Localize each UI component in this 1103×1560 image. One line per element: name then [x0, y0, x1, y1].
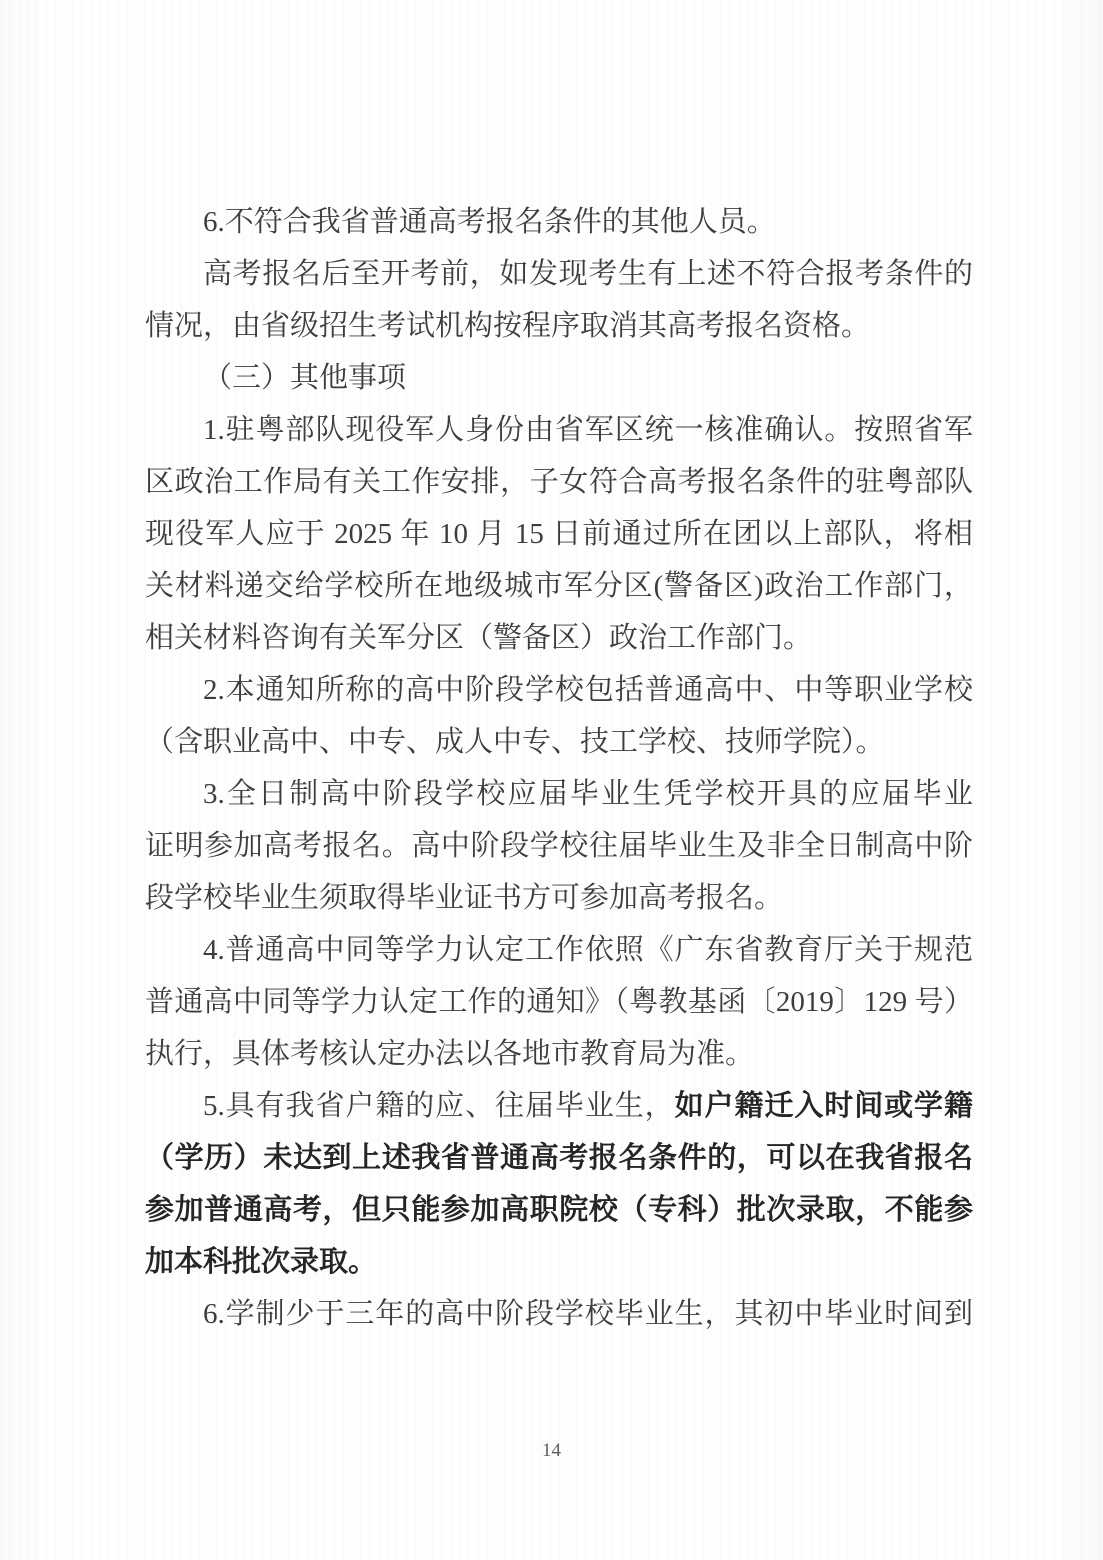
- line-text: （学历）未达到上述我省普通高考报名条件的，可以在我省报名: [145, 1142, 973, 1174]
- paragraph-line: [145, 664, 973, 716]
- paragraph-line: [145, 716, 973, 768]
- line-text: 6.学制少于三年的高中阶段学校毕业生，其初中毕业时间到: [203, 1298, 973, 1330]
- paragraph-line: [145, 456, 973, 508]
- paragraph-line: [145, 248, 973, 300]
- paragraph-line: [145, 612, 973, 664]
- paragraph-line: [145, 196, 973, 248]
- paragraph-line: [145, 976, 973, 1028]
- paragraph-line: [145, 1132, 973, 1184]
- paragraph-line: [145, 300, 973, 352]
- line-text: 证明参加高考报名。高中阶段学校往届毕业生及非全日制高中阶: [145, 830, 973, 862]
- line-text: 现役军人应于 2025 年 10 月 15 日前通过所在团以上部队，将相: [145, 518, 973, 550]
- line-text: 5.具有我省户籍的应、往届毕业生，: [203, 1090, 675, 1122]
- line-text: （含职业高中、中专、成人中专、技工学校、技师学院）。: [145, 726, 885, 758]
- paragraph-line: [145, 508, 973, 560]
- line-text: 6.不符合我省普通高考报名条件的其他人员。: [203, 206, 776, 238]
- line-text: 相关材料咨询有关军分区（警备区）政治工作部门。: [145, 622, 813, 654]
- line-text: 关材料递交给学校所在地级城市军分区(警备区)政治工作部门，: [145, 570, 973, 602]
- line-text: 加本科批次录取。: [145, 1246, 378, 1278]
- line-text: 参加普通高考，但只能参加高职院校（专科）批次录取，不能参: [145, 1194, 973, 1226]
- line-text: 情况，由省级招生考试机构按程序取消其高考报名资格。: [145, 310, 871, 342]
- paragraph-line: [145, 872, 973, 924]
- paragraph-line: [145, 1288, 973, 1340]
- paragraph-line: [145, 820, 973, 872]
- paragraph-line: [145, 1080, 973, 1132]
- paragraph-line: [145, 404, 973, 456]
- paragraph-line: [145, 1236, 973, 1288]
- paragraph-line: [145, 560, 973, 612]
- line-text: 4.普通高中同等学力认定工作依照《广东省教育厅关于规范: [203, 934, 973, 966]
- line-text-bold: 如户籍迁入时间或学籍: [674, 1090, 973, 1122]
- paragraph-line: [145, 1028, 973, 1080]
- document-body: [145, 196, 973, 1340]
- page-number: 14: [542, 1440, 561, 1461]
- paragraph-line: [145, 1184, 973, 1236]
- line-text: 段学校毕业生须取得毕业证书方可参加高考报名。: [145, 882, 784, 914]
- section-heading: [145, 352, 973, 404]
- line-text: 高考报名后至开考前，如发现考生有上述不符合报考条件的: [203, 258, 973, 290]
- line-text: 3.全日制高中阶段学校应届毕业生凭学校开具的应届毕业: [203, 778, 973, 810]
- line-text: （三）其他事项: [203, 362, 407, 394]
- line-text: 2.本通知所称的高中阶段学校包括普通高中、中等职业学校: [203, 674, 973, 706]
- paragraph-line: [145, 768, 973, 820]
- line-text: 执行，具体考核认定办法以各地市教育局为准。: [145, 1038, 755, 1070]
- paragraph-line: [145, 924, 973, 976]
- line-text: 普通高中同等学力认定工作的通知》（粤教基函〔2019〕129 号）: [145, 986, 973, 1018]
- line-text: 区政治工作局有关工作安排，子女符合高考报名条件的驻粤部队: [145, 466, 973, 498]
- line-text: 1.驻粤部队现役军人身份由省军区统一核准确认。按照省军: [203, 414, 973, 446]
